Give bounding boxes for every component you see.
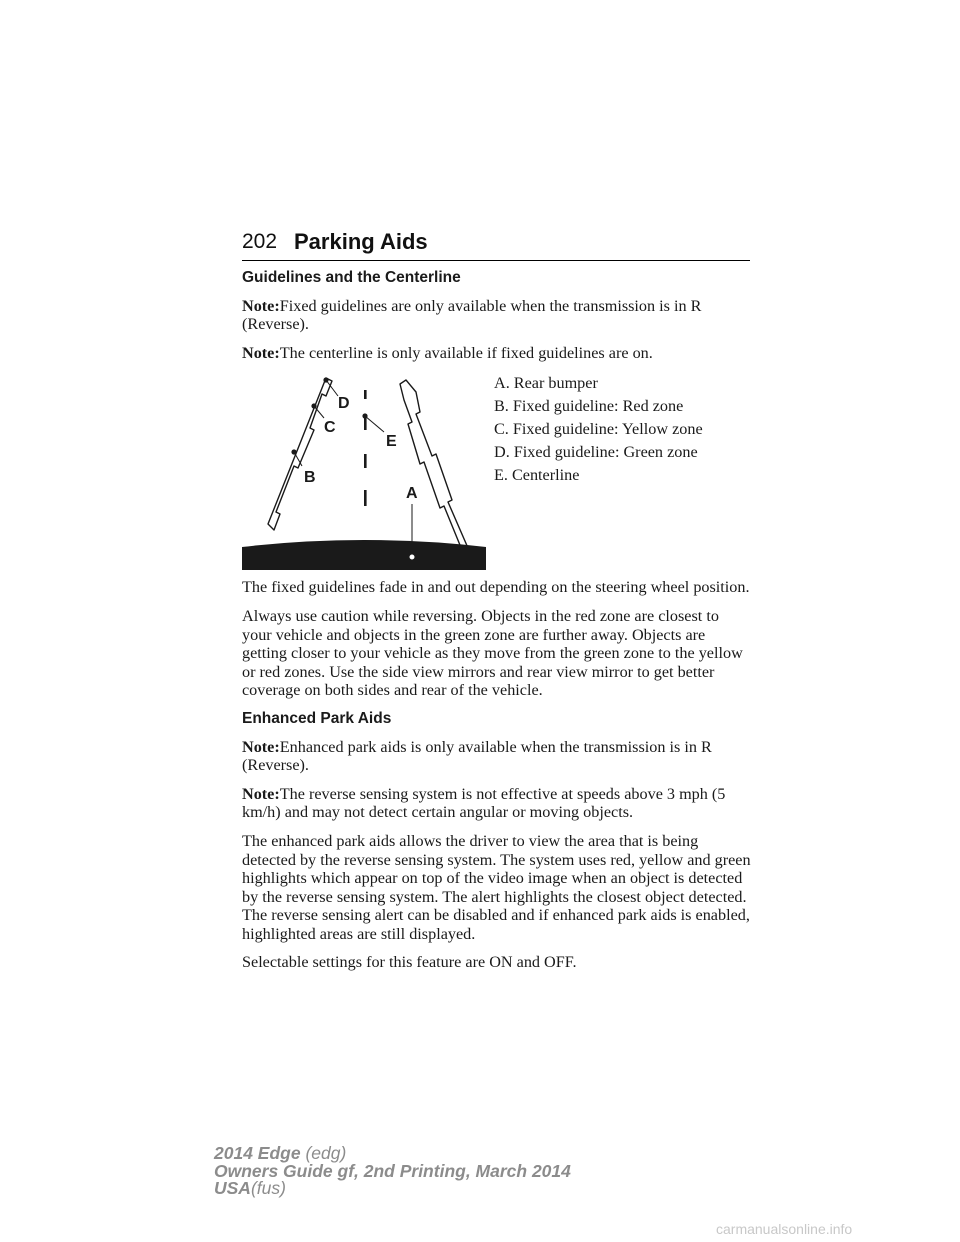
rear-camera-guidelines-diagram (242, 372, 486, 570)
leader-line-e (365, 416, 384, 432)
note-enhanced-availability (242, 738, 752, 775)
leader-dot-c (311, 404, 316, 409)
centerline-dash-1 (364, 390, 367, 399)
footer-line-1 (214, 1145, 571, 1163)
footer-line-2: Owners Guide gf, 2nd Printing, March 2014 (214, 1160, 571, 1181)
legend-item-b: B. Fixed guideline: Red zone (494, 397, 684, 416)
watermark: carmanualsonline.info (716, 1221, 853, 1237)
note-text: The reverse sensing system is not effective at speeds above 3 mph (5 km/h) and may not detect certain angular or moving objects. (242, 784, 726, 822)
note-label: Note: (242, 296, 280, 315)
footer-model-code: (edg) (305, 1143, 347, 1163)
note-label: Note: (242, 343, 280, 362)
footer-line-3 (214, 1180, 571, 1198)
rear-bumper (242, 540, 486, 570)
note-text: The centerline is only available if fixed guidelines are on. (279, 343, 653, 362)
legend-item-c: C. Fixed guideline: Yellow zone (494, 419, 703, 438)
centerline-dash-4 (364, 490, 367, 506)
section-heading-guidelines: Guidelines and the Centerline (242, 269, 461, 286)
callout-c: C (324, 419, 336, 437)
leader-dot-d (323, 378, 328, 383)
note-label: Note: (242, 784, 280, 803)
note-speed-limit (242, 785, 752, 822)
legend-item-e: E. Centerline (494, 465, 580, 484)
section-heading-enhanced-park-aids: Enhanced Park Aids (242, 709, 392, 727)
figure-row (242, 372, 752, 570)
right-guideline (400, 380, 468, 550)
paragraph-fade: The fixed guidelines fade in and out depending on the steering wheel position. (242, 578, 750, 597)
page-content (242, 269, 752, 982)
leader-dot-a (409, 554, 415, 560)
leader-dot-e (362, 414, 367, 419)
paragraph-settings: Selectable settings for this feature are ON and OFF. (242, 953, 577, 972)
chapter-title: Parking Aids (294, 229, 428, 254)
note-text: Enhanced park aids is only available when the transmission is in R (Reverse). (242, 737, 712, 775)
centerline-dash-3 (364, 454, 367, 468)
paragraph-caution: Always use caution while reversing. Objects in the red zone are closest to your vehicle and objects in the green zone are further away. Objects are getting closer to your vehicle as they move from the green zone to the yellow or red zones. Use the side view mirrors and rear view mirror to get better coverage on both sides and rear of the vehicle. (242, 606, 743, 700)
leader-dot-b (291, 450, 296, 455)
note-text: Fixed guidelines are only available when the transmission is in R (Reverse). (242, 296, 702, 334)
centerline-dash-2 (364, 418, 367, 430)
legend-item-d: D. Fixed guideline: Green zone (494, 442, 698, 461)
callout-e: E (386, 433, 397, 451)
legend-item-a: A. Rear bumper (494, 374, 598, 393)
callout-a: A (406, 485, 418, 503)
note-centerline-availability (242, 344, 752, 363)
paragraph-enhanced-description: The enhanced park aids allows the driver to view the area that is being detected by the reverse sensing system. The system uses red, yellow and green highlights which appear on top of the video image when an object is detected by the reverse sensing system. The alert highlights the closest object detected. The reverse sensing alert can be disabled and if enhanced park aids is enabled, highlighted areas are still displayed. (242, 831, 751, 943)
note-guidelines-availability (242, 297, 752, 334)
footer-market: USA (214, 1178, 251, 1198)
footer-market-code: (fus) (250, 1178, 286, 1198)
footer-model: 2014 Edge (214, 1143, 301, 1163)
callout-b: B (304, 469, 316, 487)
callout-d: D (338, 395, 350, 413)
note-label: Note: (242, 737, 280, 756)
page-footer (214, 1145, 571, 1198)
figure-legend (494, 374, 752, 488)
left-guideline (268, 378, 332, 530)
page-number: 202 (242, 230, 278, 253)
page-header (242, 228, 750, 261)
